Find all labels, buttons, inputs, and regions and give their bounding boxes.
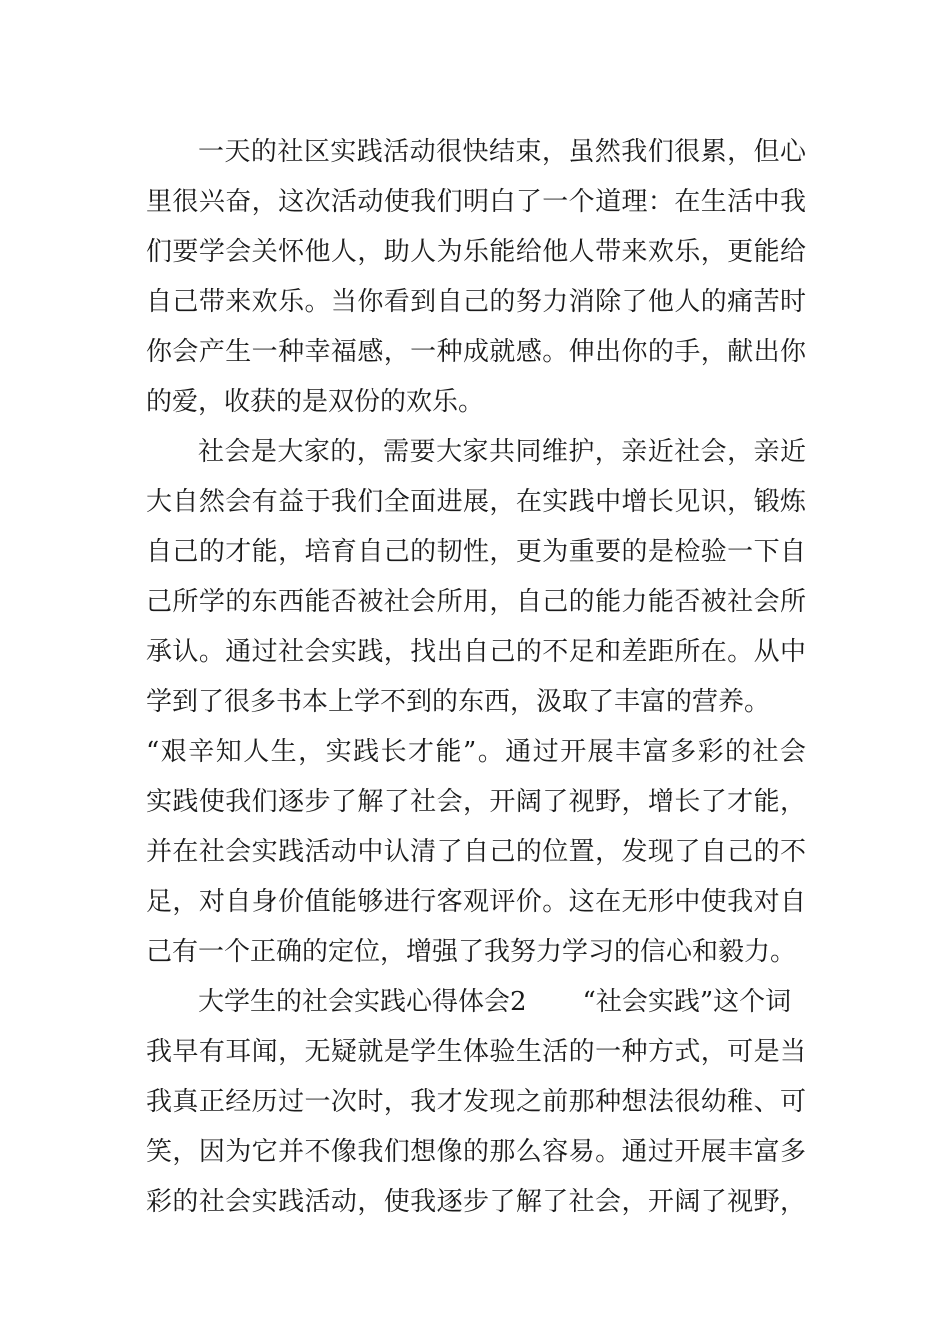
paragraph-line: 我早有耳闻，无疑就是学生体验生活的一种方式，可是当 [146,1037,806,1067]
paragraph-line: 你会产生一种幸福感，一种成就感。伸出你的手，献出你 [146,337,806,367]
section-heading-line [146,977,806,1027]
first-line-text: “社会实践”这个词 [582,987,792,1017]
paragraph-2 [146,427,806,977]
paragraph-line: 并在社会实践活动中认清了自己的位置，发现了自己的不 [146,837,806,867]
paragraph-line: 社会是大家的，需要大家共同维护，亲近社会，亲近 [198,437,806,467]
paragraph-line: 足，对自身价值能够进行客观评价。这在无形中使我对自 [146,887,806,917]
paragraph-line: 们要学会关怀他人，助人为乐能给他人带来欢乐，更能给 [146,237,806,267]
paragraph-line: 的爱，收获的是双份的欢乐。 [146,387,485,417]
section-heading: 大学生的社会实践心得体会2 [198,987,527,1017]
paragraph-line: 一天的社区实践活动很快结束，虽然我们很累，但心 [198,137,806,167]
paragraph-1 [146,127,806,427]
paragraph-3 [146,977,806,1227]
paragraph-line: 自己带来欢乐。当你看到自己的努力消除了他人的痛苦时 [146,287,806,317]
paragraph-line: 彩的社会实践活动，使我逐步了解了社会，开阔了视野， [146,1187,806,1217]
paragraph-line: 己有一个正确的定位，增强了我努力学习的信心和毅力。 [146,937,797,967]
paragraph-line: 自己的才能，培育自己的韧性，更为重要的是检验一下自 [146,537,806,567]
paragraph-line: 实践使我们逐步了解了社会，开阔了视野，增长了才能， [146,787,806,817]
paragraph-line: 我真正经历过一次时，我才发现之前那种想法很幼稚、可 [146,1087,806,1117]
paragraph-line: “艰辛知人生，实践长才能”。通过开展丰富多彩的社会 [146,737,806,767]
body-text [146,127,806,1227]
paragraph-line: 承认。通过社会实践，找出自己的不足和差距所在。从中 [146,637,806,667]
paragraph-line: 里很兴奋，这次活动使我们明白了一个道理：在生活中我 [146,187,806,217]
paragraph-line: 笑，因为它并不像我们想像的那么容易。通过开展丰富多 [146,1137,806,1167]
paragraph-line: 大自然会有益于我们全面进展，在实践中增长见识，锻炼 [146,487,806,517]
paragraph-line: 己所学的东西能否被社会所用，自己的能力能否被社会所 [146,587,806,617]
paragraph-line: 学到了很多书本上学不到的东西，汲取了丰富的营养。 [146,687,771,717]
